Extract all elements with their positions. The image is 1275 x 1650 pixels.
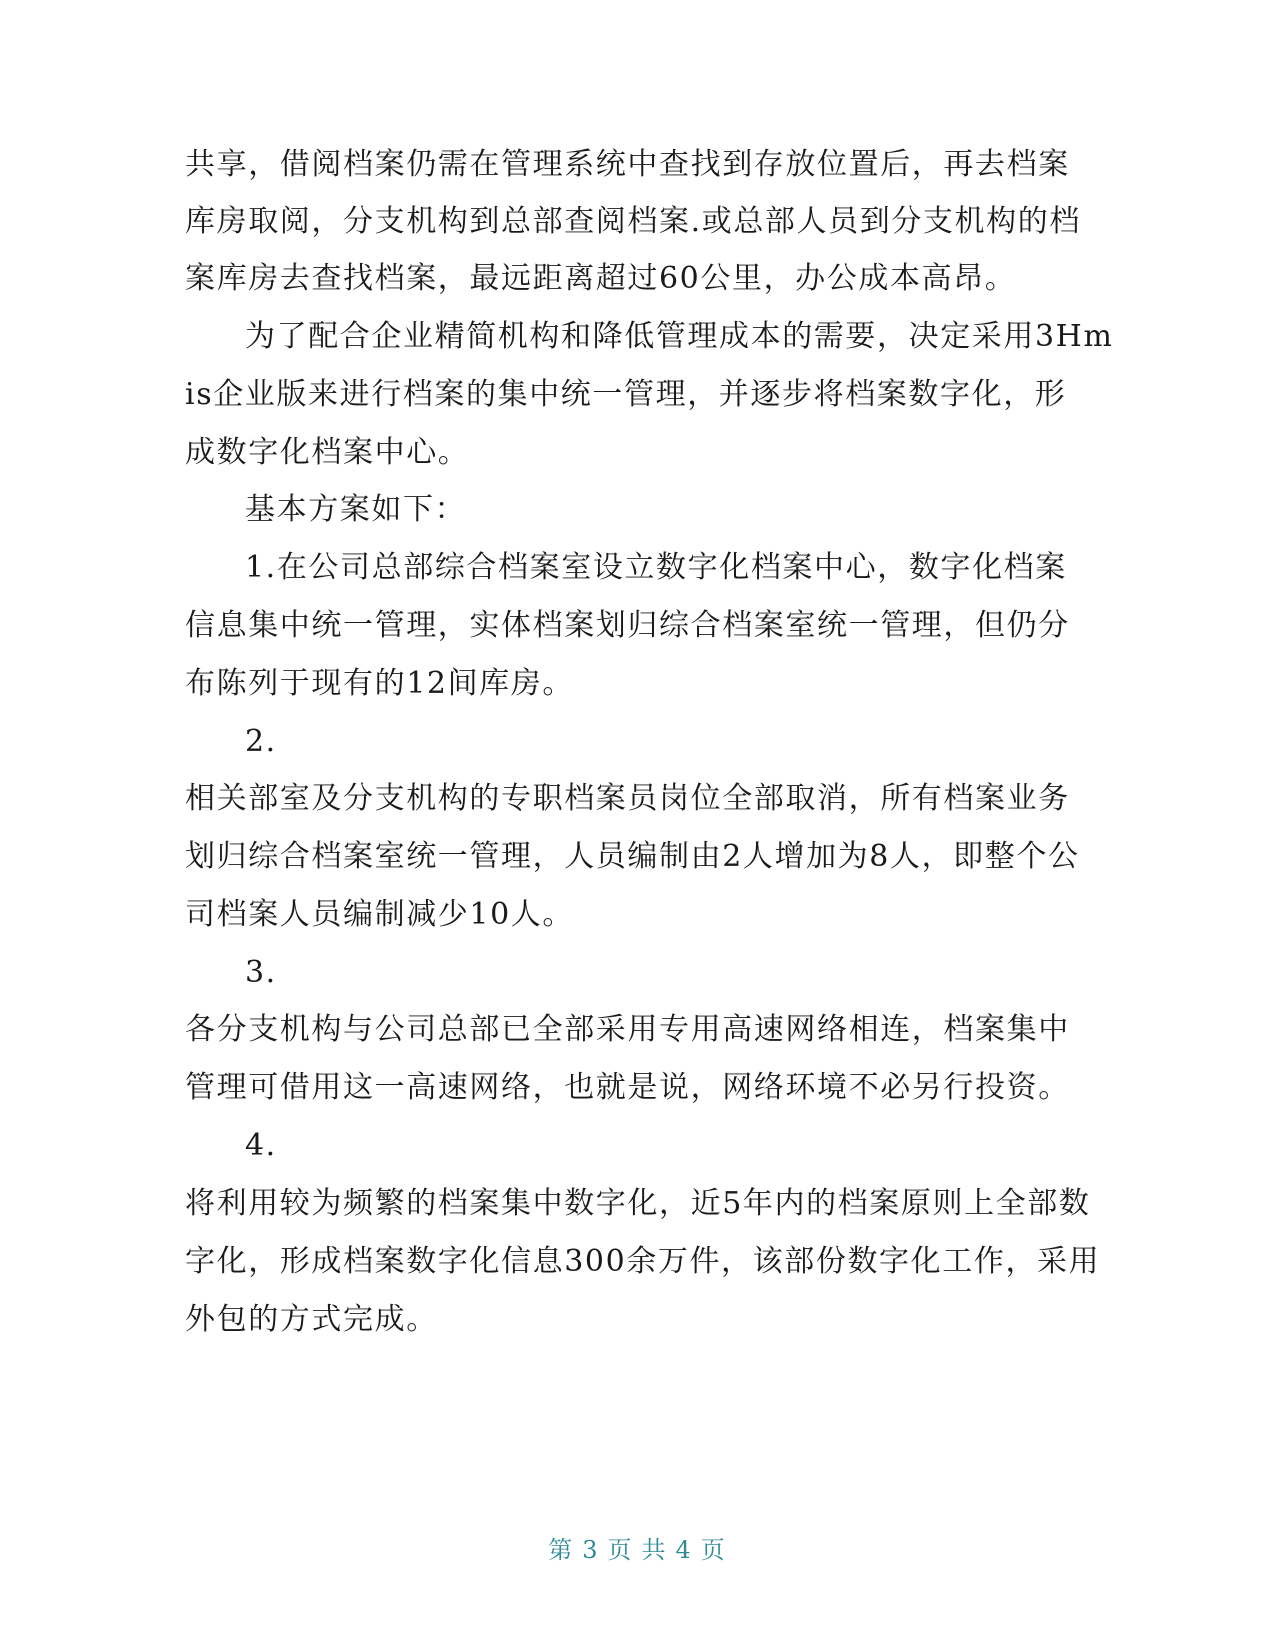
text-line: 4. bbox=[245, 1128, 277, 1163]
text-line: 为了配合企业精简机构和降低管理成本的需要，决定采用3Hm bbox=[245, 319, 1114, 354]
text-line: 司档案人员编制减少10人。 bbox=[185, 897, 574, 932]
text-line: 基本方案如下： bbox=[245, 492, 467, 527]
page-footer bbox=[0, 1538, 1275, 1562]
text-line: 各分支机构与公司总部已全部采用专用高速网络相连，档案集中 bbox=[185, 1012, 1070, 1047]
footer-page-label: 第 bbox=[548, 1536, 575, 1564]
text-line: 布陈列于现有的12间库房。 bbox=[185, 666, 574, 701]
text-line: 库房取阅，分支机构到总部查阅档案.或总部人员到分支机构的档 bbox=[185, 204, 1081, 239]
text-line: 信息集中统一管理，实体档案划归综合档案室统一管理，但仍分 bbox=[185, 608, 1070, 643]
text-line: 成数字化档案中心。 bbox=[185, 435, 470, 470]
footer-total-label: 共 bbox=[641, 1536, 668, 1564]
text-line: 3. bbox=[245, 955, 277, 990]
footer-current-page: 3 bbox=[582, 1536, 600, 1564]
text-line: is企业版来进行档案的集中统一管理，并逐步将档案数字化，形 bbox=[185, 377, 1067, 412]
text-line: 管理可借用这一高速网络，也就是说，网络环境不必另行投资。 bbox=[185, 1070, 1070, 1105]
footer-page-unit: 页 bbox=[607, 1536, 634, 1564]
footer-total-unit: 页 bbox=[700, 1536, 727, 1564]
text-line: 外包的方式完成。 bbox=[185, 1302, 438, 1337]
text-line: 相关部室及分支机构的专职档案员岗位全部取消，所有档案业务 bbox=[185, 781, 1070, 816]
text-line: 2. bbox=[245, 724, 277, 759]
text-line: 共享，借阅档案仍需在管理系统中查找到存放位置后，再去档案 bbox=[185, 147, 1070, 182]
text-line: 字化，形成档案数字化信息300余万件，该部份数字化工作，采用 bbox=[185, 1244, 1101, 1279]
text-line: 1.在公司总部综合档案室设立数字化档案中心，数字化档案 bbox=[245, 550, 1067, 585]
text-line: 案库房去查找档案，最远距离超过60公里，办公成本高昂。 bbox=[185, 261, 1017, 296]
text-line: 将利用较为频繁的档案集中数字化，近5年内的档案原则上全部数 bbox=[185, 1186, 1091, 1221]
footer-total-pages: 4 bbox=[675, 1536, 693, 1564]
text-line: 划归综合档案室统一管理，人员编制由2人增加为8人，即整个公 bbox=[185, 839, 1080, 874]
